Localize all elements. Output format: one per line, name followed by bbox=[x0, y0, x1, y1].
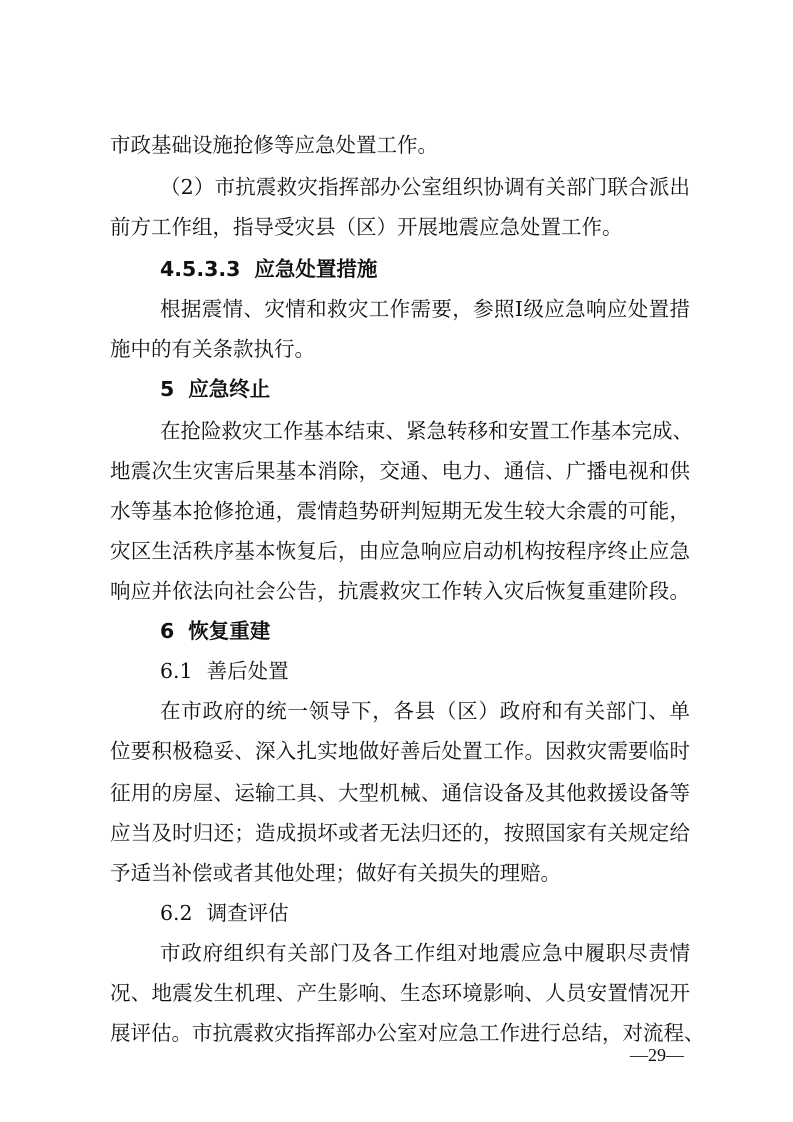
section-title: 善后处置 bbox=[206, 659, 289, 683]
paragraph-line: 灾区生活秩序基本恢复后，由应急响应启动机构按程序终止应急 bbox=[110, 539, 690, 563]
paragraph-line: 市政基础设施抢修等应急处置工作。 bbox=[110, 133, 438, 157]
paragraph-line: 地震次生灾害后果基本消除，交通、电力、通信、广播电视和供 bbox=[110, 459, 690, 483]
paragraph-line: 在抢险救灾工作基本结束、紧急转移和安置工作基本完成、 bbox=[160, 419, 693, 443]
section-title: 应急终止 bbox=[188, 377, 271, 401]
section-heading-4-5-3-3 bbox=[160, 252, 377, 286]
paragraph-line: 在市政府的统一领导下，各县（区）政府和有关部门、单 bbox=[160, 699, 690, 723]
section-title: 应急处置措施 bbox=[254, 257, 378, 281]
section-title: 调查评估 bbox=[206, 901, 289, 925]
paragraph-line: 施中的有关条款执行。 bbox=[110, 337, 315, 361]
section-title: 恢复重建 bbox=[188, 619, 271, 643]
paragraph-line: 况、地震发生机理、产生影响、生态环境影响、人员安置情况开 bbox=[110, 981, 690, 1005]
section-number: 6.2 bbox=[160, 901, 193, 925]
section-number: 6.1 bbox=[160, 659, 193, 683]
paragraph-line: 位要积极稳妥、深入扎实地做好善后处置工作。因救灾需要临时 bbox=[110, 739, 690, 763]
paragraph-line: 前方工作组，指导受灾县（区）开展地震应急处置工作。 bbox=[110, 215, 623, 239]
section-number: 6 bbox=[160, 619, 175, 643]
section-heading-6-1 bbox=[160, 654, 289, 688]
section-number: 4.5.3.3 bbox=[160, 257, 241, 281]
section-number: 5 bbox=[160, 377, 175, 401]
paragraph-line: （2）市抗震救灾指挥部办公室组织协调有关部门联合派出 bbox=[160, 175, 690, 199]
paragraph-line: 水等基本抢修抢通，震情趋势研判短期无发生较大余震的可能， bbox=[110, 499, 690, 523]
paragraph-line: 响应并依法向社会公告，抗震救灾工作转入灾后恢复重建阶段。 bbox=[110, 579, 690, 603]
paragraph-line: 展评估。市抗震救灾指挥部办公室对应急工作进行总结，对流程、 bbox=[110, 1021, 705, 1045]
paragraph-line: 予适当补偿或者其他处理；做好有关损失的理赔。 bbox=[110, 861, 561, 885]
paragraph-line: 市政府组织有关部门及各工作组对地震应急中履职尽责情 bbox=[160, 941, 690, 965]
section-heading-5 bbox=[160, 372, 270, 406]
section-heading-6 bbox=[160, 614, 270, 648]
section-heading-6-2 bbox=[160, 896, 289, 930]
paragraph-line: 征用的房屋、运输工具、大型机械、通信设备及其他救援设备等 bbox=[110, 781, 690, 805]
page-number: —29— bbox=[630, 1045, 684, 1065]
paragraph-line: 应当及时归还；造成损坏或者无法归还的，按照国家有关规定给 bbox=[110, 821, 690, 845]
paragraph-line: 根据震情、灾情和救灾工作需要，参照I级应急响应处置措 bbox=[160, 297, 690, 321]
